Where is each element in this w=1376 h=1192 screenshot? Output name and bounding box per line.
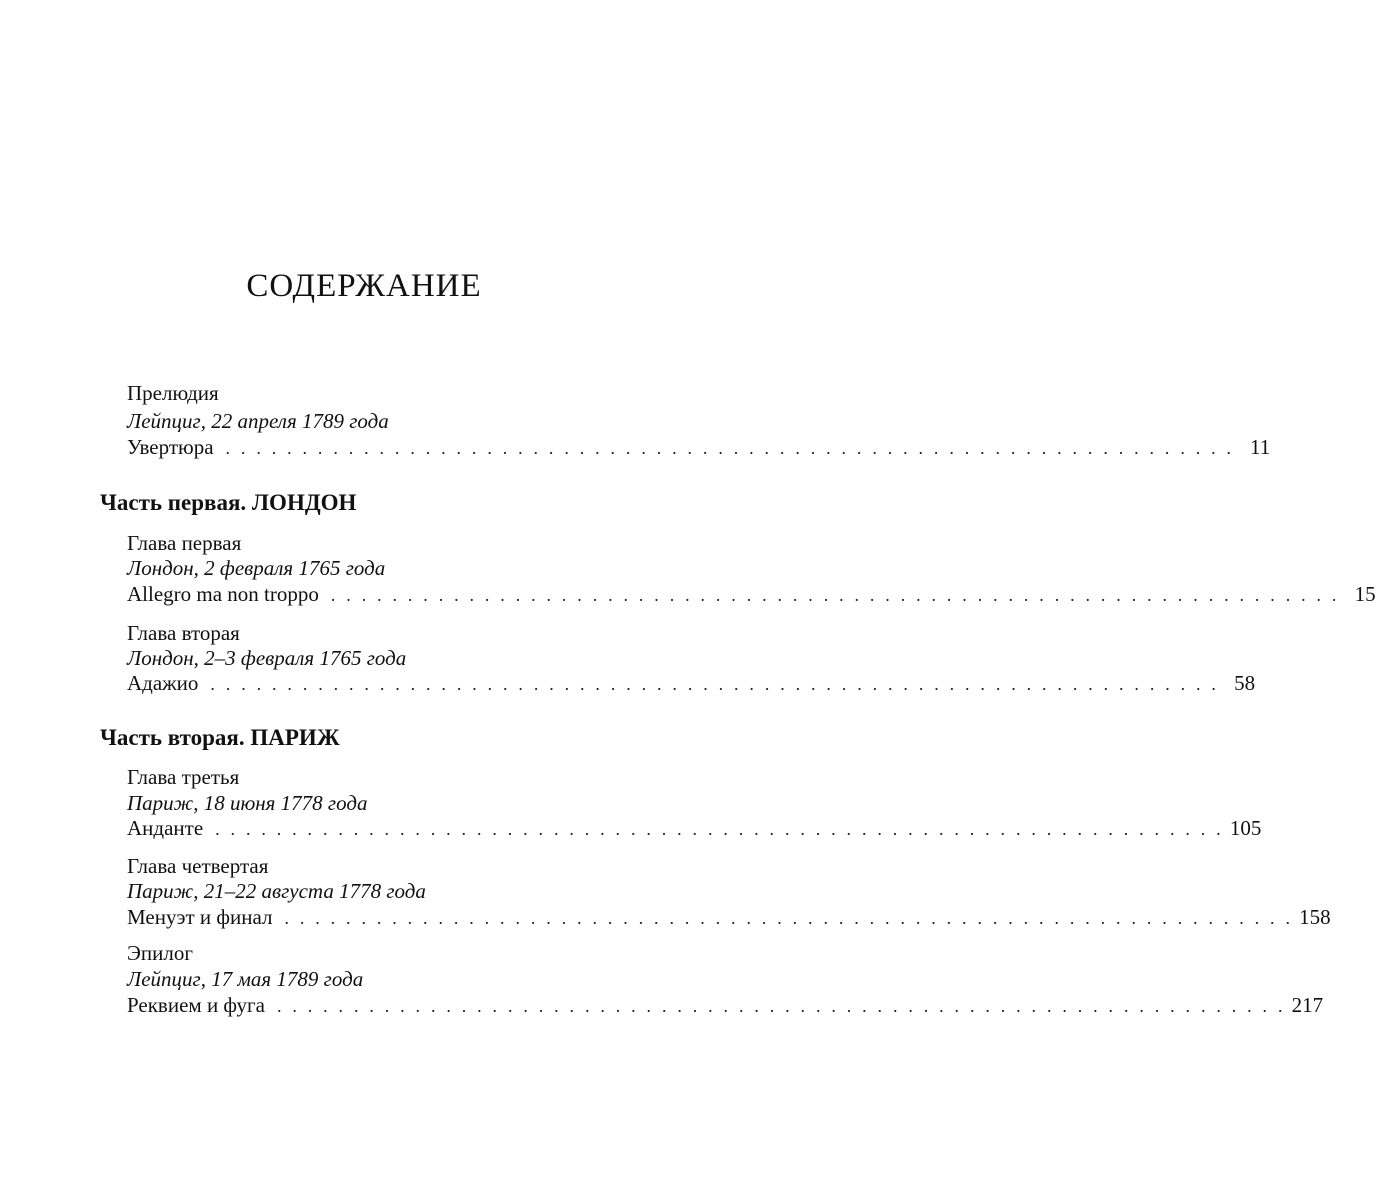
prelude-date: Лейпциг, 22 апреля 1789 года (127, 409, 389, 433)
entry-label: Анданте (127, 816, 204, 840)
chapter-date: Париж, 18 июня 1778 года (127, 791, 368, 815)
dot-leader: . . . . . . . . . . . . . . . . . . . . . . . . . . . . . . . . . . . . . . . . . . . . . . . . . . . . . . . . . . . . . . . . . . (210, 674, 1220, 694)
page-number: 11 (1250, 435, 1271, 459)
dot-leader: . . . . . . . . . . . . . . . . . . . . . . . . . . . . . . . . . . . . . . . . . . . . . . . . . . . . . . . . . . . . . . . . . . (276, 996, 1286, 1016)
toc-entry-prelude[interactable] (127, 434, 1271, 461)
dot-leader: . . . . . . . . . . . . . . . . . . . . . . . . . . . . . . . . . . . . . . . . . . . . . . . . . . . . . . . . . . . . . . . . . . (330, 585, 1340, 605)
entry-label: Увертюра (127, 435, 214, 459)
page-number: 105 (1229, 816, 1262, 840)
toc-entry-chapter-2[interactable] (127, 670, 1256, 697)
part-heading-paris: Часть вторая. ПАРИЖ (100, 725, 340, 750)
page-number: 217 (1291, 993, 1324, 1017)
page-title: СОДЕРЖАНИЕ (246, 268, 482, 304)
prelude-title: Прелюдия (127, 381, 219, 405)
dot-leader: . . . . . . . . . . . . . . . . . . . . . . . . . . . . . . . . . . . . . . . . . . . . . . . . . . . . . . . . . . . . . . . . . . (215, 819, 1224, 839)
entry-label: Allegro ma non troppo (127, 582, 319, 606)
page-number: 15 (1354, 582, 1376, 606)
entry-label: Адажио (127, 671, 199, 695)
entry-label: Менуэт и финал (127, 905, 273, 929)
epilogue-date: Лейпциг, 17 мая 1789 года (127, 967, 364, 991)
chapter-title: Глава вторая (127, 621, 240, 645)
chapter-date: Париж, 21–22 августа 1778 года (127, 879, 426, 903)
dot-leader: . . . . . . . . . . . . . . . . . . . . . . . . . . . . . . . . . . . . . . . . . . . . . . . . . . . . . . . . . . . . . . . . . . (225, 438, 1235, 458)
epilogue-title: Эпилог (127, 941, 193, 965)
chapter-date: Лондон, 2 февраля 1765 года (127, 556, 386, 580)
toc-entry-chapter-4[interactable] (127, 904, 1331, 931)
chapter-title: Глава первая (127, 531, 242, 555)
toc-entry-chapter-1[interactable] (127, 581, 1376, 608)
toc-entry-epilogue[interactable] (127, 992, 1324, 1019)
toc-entry-chapter-3[interactable] (127, 815, 1262, 842)
chapter-title: Глава третья (127, 765, 240, 789)
chapter-title: Глава четвертая (127, 854, 269, 878)
chapter-date: Лондон, 2–3 февраля 1765 года (127, 646, 407, 670)
entry-label: Реквием и фуга (127, 993, 265, 1017)
page-number: 158 (1299, 905, 1331, 929)
page-number: 58 (1234, 671, 1256, 695)
part-heading-london: Часть первая. ЛОНДОН (100, 490, 357, 515)
dot-leader: . . . . . . . . . . . . . . . . . . . . . . . . . . . . . . . . . . . . . . . . . . . . . . . . . . . . . . . . . . . . . . . . . . (284, 908, 1294, 928)
